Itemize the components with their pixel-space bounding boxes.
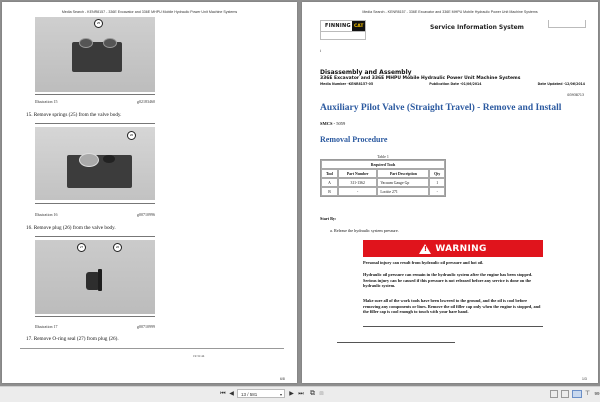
next-page-button[interactable]: ▶: [289, 391, 294, 397]
single-page-view-icon[interactable]: [550, 390, 558, 398]
navigation-toolbar: [0, 386, 600, 402]
divider: [35, 316, 155, 317]
last-page-button[interactable]: ⏭: [298, 391, 304, 397]
footer-timestamp: 19:31:44: [193, 354, 205, 358]
sis-title: Service Information System: [430, 24, 524, 31]
fit-width-icon[interactable]: ⊤: [584, 391, 591, 397]
illustration-17-caption: [35, 324, 155, 329]
start-by-heading: Start By:: [320, 216, 337, 221]
table-header-row: [321, 169, 445, 178]
media-number: Media Number -KENR8157-05: [320, 82, 374, 86]
illustration-17-image: [35, 240, 155, 314]
warning-divider: [363, 326, 543, 327]
caption-id: g02183460: [137, 99, 155, 104]
document-model: 336E Excavator and 336E MHPU Mobile Hydraulic Power Unit Machine Systems: [320, 76, 521, 81]
cell-qty: 1: [429, 178, 445, 187]
page-title: Auxiliary Pilot Valve (Straight Travel) - Remove and Install: [320, 103, 562, 113]
illustration-15-image: [35, 17, 155, 92]
page-number-input[interactable]: [237, 389, 285, 398]
warning-banner: [363, 240, 543, 257]
callout-27: 27: [77, 243, 86, 252]
warning-label: WARNING: [435, 243, 487, 254]
caption-id: g00710996: [137, 212, 155, 217]
dropdown-arrow-icon[interactable]: ▾: [279, 392, 282, 397]
smcs-label: SMCS -: [320, 121, 337, 126]
divider: [337, 342, 455, 343]
left-page: [2, 2, 297, 383]
illustration-16-image: [35, 127, 155, 200]
caption-label: Illustration 17: [35, 324, 58, 329]
section-title: Removal Procedure: [320, 135, 388, 144]
page-number: 1/3: [582, 377, 587, 381]
divider: [35, 203, 155, 204]
table-caption: Table 1: [377, 154, 389, 159]
paste-page-icon[interactable]: ⧈: [319, 390, 324, 397]
document-type: Disassembly and Assembly: [320, 69, 412, 76]
table-row: [321, 178, 445, 187]
callout-25: 25: [94, 19, 103, 28]
finning-logo-text: FINNING: [325, 23, 351, 29]
cell-part-description: Loctite 271: [377, 187, 429, 196]
media-header: Media Search - KENR8157 - 336E Excavator and 336E MHPU Mobile Hydraulic Power Unit Machine Systems: [61, 10, 238, 14]
media-header: Media Search - KENR8157 - 336E Excavator and 336E MHPU Mobile Hydraulic Power Unit Machine Systems: [362, 10, 538, 14]
bracket-decoration: [320, 31, 366, 40]
illustration-15-caption: [35, 99, 155, 104]
smcs-value: 5059: [336, 121, 346, 126]
step-16: 16. Remove plug (26) from the valve body.: [26, 225, 116, 231]
divider: [35, 94, 155, 95]
table-row: [321, 187, 445, 196]
cell-tool: A: [321, 178, 338, 187]
cell-tool: B: [321, 187, 338, 196]
warning-triangle-icon: !: [419, 244, 431, 254]
cell-part-number: -: [338, 187, 377, 196]
continuous-view-icon[interactable]: [561, 390, 569, 398]
first-page-button[interactable]: ⏮: [220, 391, 226, 397]
smcs-code: [320, 121, 345, 126]
bracket-decoration: [548, 20, 586, 28]
header-qty: Qty: [429, 169, 445, 178]
header-part-description: Part Description: [377, 169, 429, 178]
start-by-step: a. Release the hydraulic system pressure.: [330, 228, 399, 233]
warning-paragraph: Hydraulic oil pressure can remain in the hydraulic system after the engine has been stopped. Serious injury can be caused if this pressure is not released before any service is done on the hydraulic system.: [363, 272, 533, 289]
divider: [35, 236, 155, 237]
caption-label: Illustration 15: [35, 99, 58, 104]
step-15: 15. Remove springs (25) from the valve body.: [26, 112, 122, 118]
document-meta: [320, 82, 585, 86]
document-id: i03938713: [566, 93, 584, 97]
marker: i: [320, 48, 322, 53]
step-17: 17. Remove O-ring seal (27) from plug (26).: [26, 336, 119, 342]
illustration-16-caption: [35, 212, 155, 217]
cell-part-number: 311-1362: [338, 178, 377, 187]
right-page: [302, 2, 598, 383]
cell-part-description: Vacuum Gauge Gp: [377, 178, 429, 187]
zoom-level[interactable]: 99: [594, 391, 600, 396]
publication-date: Publication Date -01/06/2014: [429, 82, 482, 86]
copy-page-icon[interactable]: ⧉: [310, 390, 315, 397]
caption-label: Illustration 16: [35, 212, 58, 217]
header-tool: Tool: [321, 169, 338, 178]
callout-26: 26: [127, 131, 136, 140]
footer-divider: [20, 348, 284, 349]
callout-26: 26: [113, 243, 122, 252]
page-number: 6/8: [280, 377, 285, 381]
caption-id: g00710999: [137, 324, 155, 329]
two-page-view-icon[interactable]: [572, 390, 582, 398]
divider: [35, 123, 155, 124]
warning-paragraph: Make sure all of the work tools have been lowered to the ground, and the oil is cool before removing any components or lines. Remove the oil filler cap only when the engine is stopped, and the filler cap is cool enough to touch with your bare hand.: [363, 298, 541, 315]
cell-qty: -: [429, 187, 445, 196]
previous-page-button[interactable]: ◀: [229, 391, 234, 397]
header-part-number: Part Number: [338, 169, 377, 178]
page-number-value: 13 / 581: [241, 392, 258, 397]
table-title: Required Tools: [321, 160, 445, 169]
date-updated: Date Updated -12/06/2014: [537, 82, 585, 86]
required-tools-table: [320, 159, 446, 197]
cat-logo-icon: CAT: [352, 21, 365, 31]
warning-paragraph: Personal injury can result from hydraulic oil pressure and hot oil.: [363, 260, 484, 265]
